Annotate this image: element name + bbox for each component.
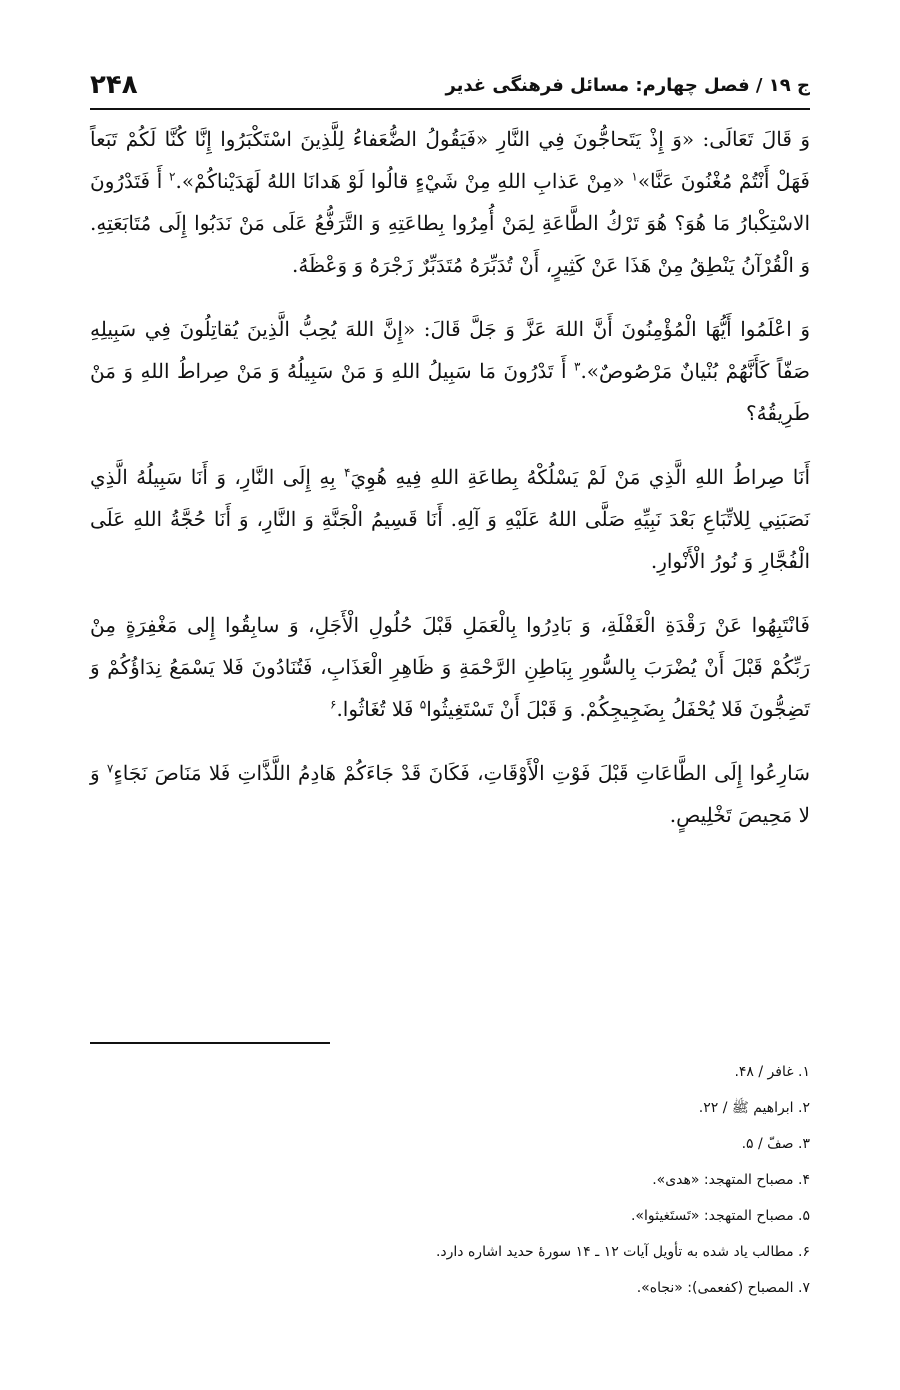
paragraph-4 bbox=[90, 604, 810, 730]
paragraph-1 bbox=[90, 118, 810, 286]
footnote-ref: ۳ bbox=[573, 359, 581, 374]
footnote-1: ۱. غافر / ۴۸. bbox=[734, 1064, 810, 1080]
paragraph-text: وَ لا مَحِيصَ تَخْلِيصٍ. bbox=[90, 761, 810, 827]
footnote-ref: ۷ bbox=[106, 761, 114, 776]
paragraph-2 bbox=[90, 308, 810, 434]
footnote-5: ۵. مصباح المتهجد: «تَستَغیثوا». bbox=[630, 1208, 810, 1224]
paragraph-text: فَلا تُغَاثُوا. bbox=[336, 697, 414, 721]
paragraph-5 bbox=[90, 752, 810, 836]
footnote-6: ۶. مطالب یاد شده به تأویل آیات ۱۲ ـ ۱۴ سورهٔ حدید اشاره دارد. bbox=[435, 1244, 810, 1260]
footnote-separator bbox=[90, 1042, 330, 1044]
paragraph-text: أَ فَتَدْرُونَ الاسْتِكْبارُ مَا هُوَ؟ هُوَ تَرْكُ الطَّاعَةِ لِمَنْ أُمِرُوا بِطاعَتِهِ وَ التَّرَفُّعُ عَلَى مَنْ نَدَبُوا إِلَى مُتَابَعَتِهِ. وَ الْقُرْآنُ يَنْطِقُ مِنْ هَذَا عَنْ كَثِيرٍ، أَنْ تُدَبِّرَهُ مُتَدَبِّرٌ زَجْرَهُ وَ وَعْظَهُ. bbox=[90, 169, 810, 277]
body-text bbox=[90, 118, 810, 858]
footnote-ref: ۴ bbox=[344, 465, 351, 480]
footnote-ref: ۱ bbox=[631, 169, 638, 184]
running-title: ج ۱۹ / فصل چهارم: مسائل فرهنگی غدیر bbox=[445, 74, 810, 96]
footnote-7: ۷. المصباح (کفعمی): «نجاه». bbox=[636, 1280, 810, 1296]
page-number: ۲۴۸ bbox=[90, 70, 138, 100]
paragraph-text: بِهِ إِلَى النَّارِ، وَ أَنَا سَبِيلُهُ الَّذِي نَصَبَنِي لِلاتِّبَاعِ بَعْدَ نَبِيِّهِ صَلَّى اللهُ عَلَيْهِ وَ آلِهِ. أَنَا قَسِيمُ الْجَنَّةِ وَ النَّارِ، وَ أَنَا حُجَّةُ اللهِ عَلَى الْفُجَّارِ وَ نُورُ الْأَنْوارِ. bbox=[90, 465, 810, 573]
paragraph-text: وَ اعْلَمُوا أَيُّهَا الْمُؤْمِنُونَ أَنَّ اللهَ عَزَّ وَ جَلَّ قَالَ: «إِنَّ اللهَ يُحِبُّ الَّذِينَ يُقاتِلُونَ فِي سَبِيلِهِ صَفّاً كَأَنَّهُمْ بُنْيانٌ مَرْصُوصٌ». bbox=[90, 317, 810, 383]
page-header bbox=[90, 62, 810, 110]
footnote-4: ۴. مصباح المتهجد: «هدی». bbox=[652, 1172, 810, 1188]
footnotes-list bbox=[90, 1054, 810, 1306]
paragraph-text: سَارِعُوا إِلَى الطَّاعَاتِ قَبْلَ فَوْتِ الْأَوْقَاتِ، فَكَانَ قَدْ جَاءَكُمْ هَادِمُ اللَّذَّاتِ فَلا مَنَاصَ نَجَاءٍ bbox=[113, 761, 810, 785]
footnote-2: ۲. ابراهیم ﷺ / ۲۲. bbox=[698, 1100, 810, 1116]
paragraph-text: «مِنْ عَذابِ اللهِ مِنْ شَيْءٍ قالُوا لَوْ هَدانَا اللهُ لَهَدَيْناكُمْ». bbox=[175, 169, 625, 193]
footnote-ref: ۲ bbox=[169, 169, 176, 184]
paragraph-3 bbox=[90, 456, 810, 582]
footnote-ref: ۶ bbox=[330, 697, 337, 712]
paragraph-text: وَ قَالَ تَعَالَى: «وَ إِذْ يَتَحاجُّونَ فِي النَّارِ «فَيَقُولُ الضُّعَفاءُ لِلَّذِينَ اسْتَكْبَرُوا إِنَّا كُنَّا لَكُمْ تَبَعاً فَهَلْ أَنْتُمْ مُغْنُونَ عَنَّا» bbox=[90, 127, 810, 193]
footnote-3: ۳. صفّ / ۵. bbox=[741, 1136, 810, 1152]
paragraph-text: أَ تَدْرُونَ مَا سَبِيلُ اللهِ وَ مَنْ سَبِيلُهُ وَ مَنْ صِراطُ اللهِ وَ مَنْ طَرِيقُهُ؟ bbox=[90, 359, 810, 425]
paragraph-text: فَانْتَبِهُوا عَنْ رَقْدَةِ الْغَفْلَةِ، وَ بَادِرُوا بِالْعَمَلِ قَبْلَ حُلُولِ الْأَجَلِ، وَ سابِقُوا إِلى مَغْفِرَةٍ مِنْ رَبِّكُمْ قَبْلَ أَنْ يُضْرَبَ بِالسُّورِ بِبَاطِنِ الرَّحْمَةِ وَ ظَاهِرِ الْعَذَابِ، فَتُنَادُونَ فَلا يَسْمَعُ نِدَاؤُكُمْ وَ تَضِجُّونَ فَلا يُحْفَلُ بِضَجِيجِكُمْ. وَ قَبْلَ أَنْ تَسْتَغِيثُوا bbox=[90, 613, 810, 721]
footnote-ref: ۵ bbox=[419, 697, 427, 712]
paragraph-text: أَنَا صِراطُ اللهِ الَّذِي مَنْ لَمْ يَسْلُكْهُ بِطاعَةِ اللهِ فِيهِ هُوِيَ bbox=[350, 465, 811, 489]
